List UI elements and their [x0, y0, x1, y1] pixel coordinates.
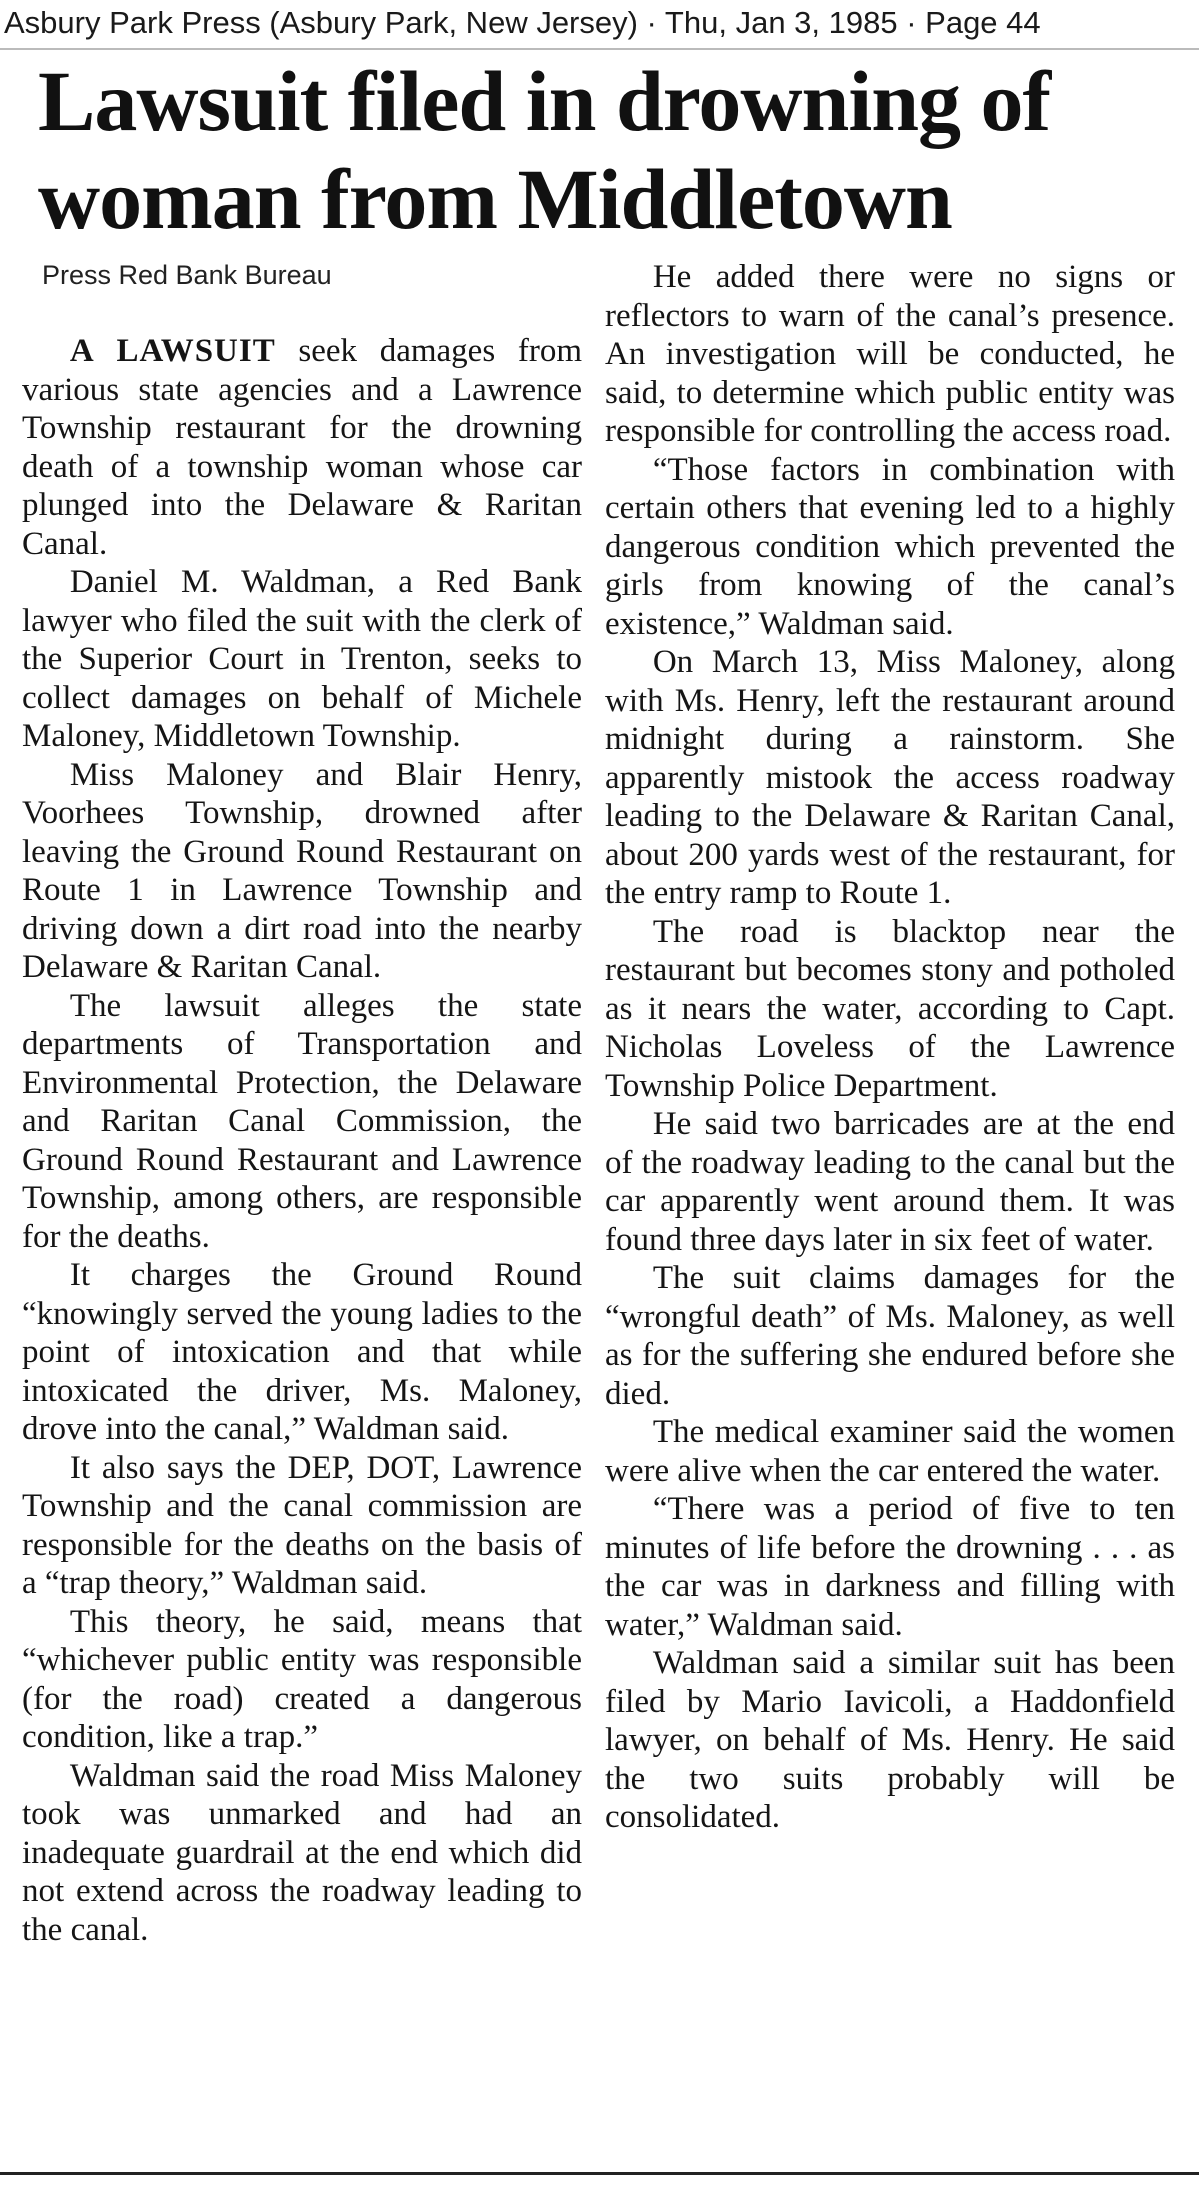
lead-caps: A LAWSUIT — [69, 333, 276, 369]
headline: Lawsuit filed in drowning of woman from Middletown — [38, 53, 1051, 247]
paragraph: The suit claims damages for the “wrongful death” of Ms. Maloney, as well as for the suffering she endured before she died. — [605, 1260, 1175, 1412]
article-column-left — [22, 256, 582, 1949]
paragraph: The road is blacktop near the restaurant but becomes stony and potholed as it nears the water, according to Capt. Nicholas Loveless of the Lawrence Township Police Department. — [605, 913, 1175, 1104]
lead-text: seek damages from various state agencies and a Lawrence Township restaurant for the drowning death of a township woman whose car plunged into the Delaware & Raritan Canal. — [22, 333, 582, 562]
paragraph: He said two barricades are at the end of the roadway leading to the canal but the car apparently went around them. It was found three days later in six feet of water. — [605, 1106, 1175, 1258]
paragraph: Waldman said a similar suit has been filed by Mario Iavicoli, a Haddonfield lawyer, on behalf of Ms. Henry. He said the two suits probably will be consolidated. — [605, 1645, 1175, 1835]
paragraph: It charges the Ground Round “knowingly served the young ladies to the point of intoxication and that while intoxicated the driver, Ms. Maloney, drove into the canal,” Waldman said. — [22, 1257, 582, 1447]
article-column-right — [605, 258, 1175, 1837]
paragraph: The medical examiner said the women were alive when the car entered the water. — [605, 1414, 1175, 1489]
lead-paragraph — [22, 332, 582, 563]
paragraph: This theory, he said, means that “whichever public entity was responsible (for the road) created a dangerous condition, like a trap.” — [22, 1603, 582, 1755]
paragraph: Daniel M. Waldman, a Red Bank lawyer who filed the suit with the clerk of the Superior Court in Trenton, seeks to collect damages on behalf of Michele Maloney, Middletown Township. — [22, 564, 582, 754]
byline: Press Red Bank Bureau — [42, 260, 332, 290]
paragraph: “There was a period of five to ten minutes of life before the drowning . . . as the car was in darkness and filling with water,” Waldman said. — [605, 1491, 1175, 1643]
paragraph: “Those factors in combination with certain others that evening led to a highly dangerous condition which prevented the girls from knowing of the canal’s existence,” Waldman said. — [605, 451, 1175, 642]
paragraph: Miss Maloney and Blair Henry, Voorhees Township, drowned after leaving the Ground Round Restaurant on Route 1 in Lawrence Township and driving down a dirt road into the nearby Delaware & Raritan Canal. — [22, 756, 582, 985]
paragraph: Waldman said the road Miss Maloney took was unmarked and had an inadequate guardrail at the end which did not extend across the roadway leading to the canal. — [22, 1757, 582, 1948]
paragraph: On March 13, Miss Maloney, along with Ms. Henry, left the restaurant around midnight during a rainstorm. She apparently mistook the access roadway leading to the Delaware & Raritan Canal, about 200 yards west of the restaurant, for the entry ramp to Route 1. — [605, 644, 1175, 911]
paragraph: The lawsuit alleges the state departments of Transportation and Environmental Protection, the Delaware and Raritan Canal Commission, the Ground Round Restaurant and Lawrence Township, among others, are responsible for the deaths. — [22, 987, 582, 1255]
masthead-divider — [0, 48, 1199, 50]
bottom-divider — [0, 2172, 1199, 2175]
paragraph: It also says the DEP, DOT, Lawrence Township and the canal commission are responsible for the deaths on the basis of a “trap theory,” Waldman said. — [22, 1449, 582, 1601]
paragraph: He added there were no signs or reflectors to warn of the canal’s presence. An investigation will be conducted, he said, to determine which public entity was responsible for controlling the access road. — [605, 259, 1175, 449]
masthead: Asbury Park Press (Asbury Park, New Jersey) · Thu, Jan 3, 1985 · Page 44 — [4, 5, 1041, 40]
